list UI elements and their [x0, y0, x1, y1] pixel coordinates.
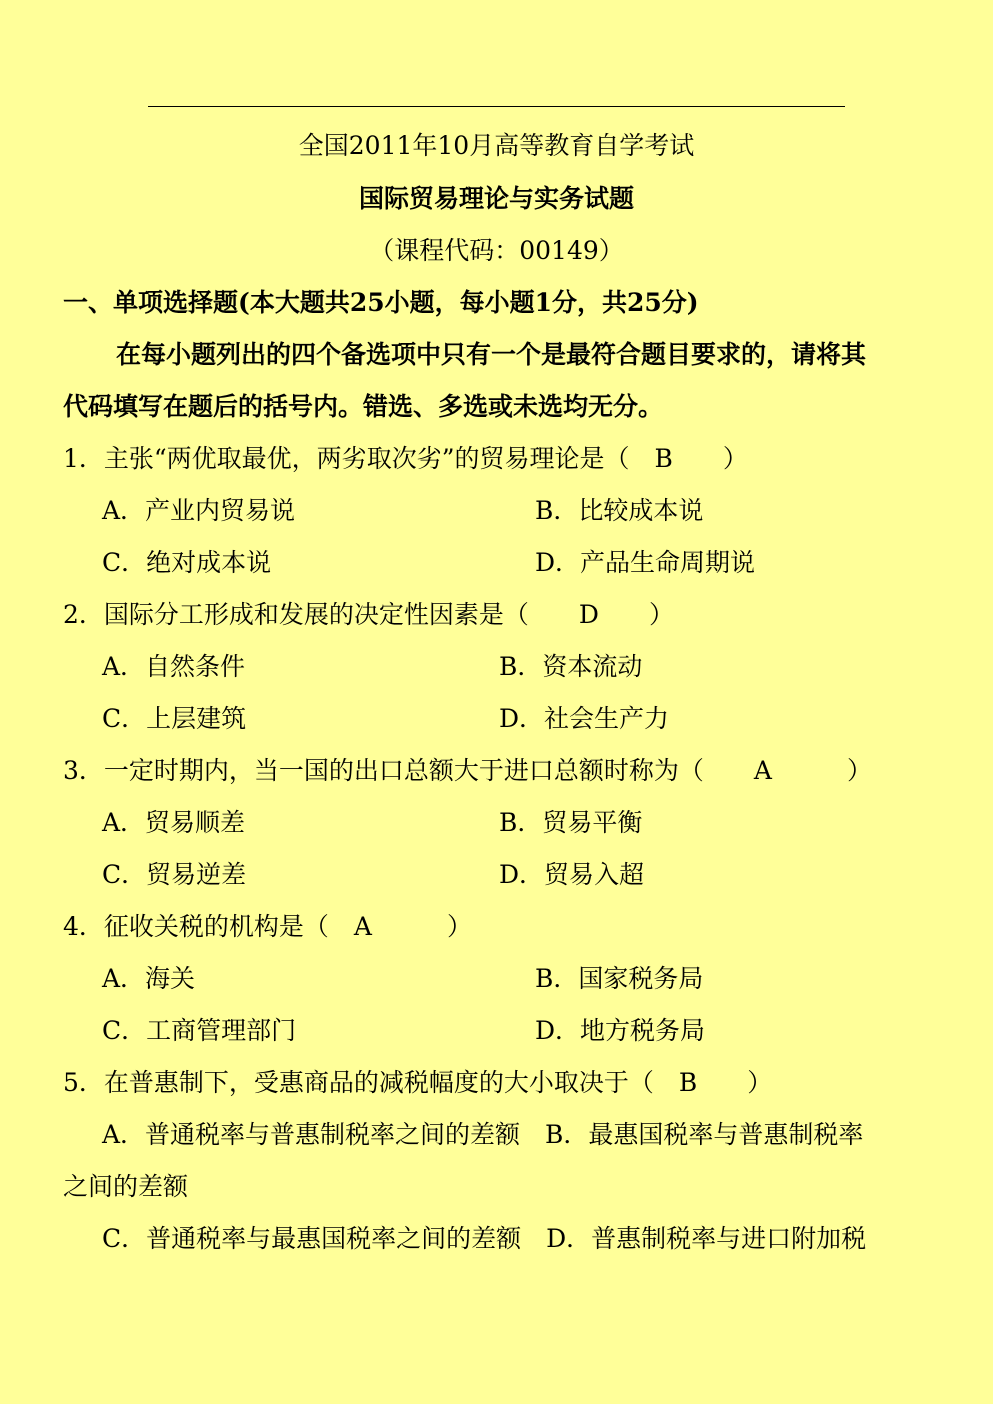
question-4-stem: 4．征收关税的机构是（ A ） — [63, 912, 472, 941]
question-3-stem: 3．一定时期内，当一国的出口总额大于进口总额时称为（ A ） — [63, 756, 872, 785]
section-instruction-line2: 代码填写在题后的括号内。错选、多选或未选均无分。 — [63, 392, 664, 421]
question-3-option-b: B．贸易平衡 — [499, 808, 643, 837]
course-code: （课程代码：00149） — [369, 236, 624, 265]
question-4-option-d: D．地方税务局 — [535, 1016, 706, 1045]
question-2-option-c: C．上层建筑 — [102, 704, 247, 733]
question-1-option-d: D．产品生命周期说 — [535, 548, 756, 577]
header-rule — [148, 106, 845, 107]
section-heading: 一、单项选择题(本大题共25小题，每小题1分，共25分) — [63, 288, 699, 317]
question-4-option-a: A．海关 — [102, 964, 196, 993]
question-1-option-b: B．比较成本说 — [535, 496, 704, 525]
question-5-stem: 5．在普惠制下，受惠商品的减税幅度的大小取决于（ B ） — [63, 1068, 773, 1097]
question-2-option-d: D．社会生产力 — [499, 704, 670, 733]
exam-title: 全国2011年10月高等教育自学考试 — [298, 131, 695, 160]
question-1-option-c: C．绝对成本说 — [102, 548, 272, 577]
question-2-stem: 2．国际分工形成和发展的决定性因素是（ D ） — [63, 600, 674, 629]
question-1-stem: 1．主张“两优取最优，两劣取次劣”的贸易理论是（ B ） — [63, 444, 748, 473]
question-2-option-b: B．资本流动 — [499, 652, 643, 681]
question-3-option-c: C．贸易逆差 — [102, 860, 247, 889]
question-3-option-d: D．贸易入超 — [499, 860, 645, 889]
question-4-option-b: B．国家税务局 — [535, 964, 704, 993]
question-4-option-c: C．工商管理部门 — [102, 1016, 297, 1045]
question-5-options-line2: 之间的差额 — [63, 1172, 189, 1201]
question-5-options-line1: A．普通税率与普惠制税率之间的差额 B．最惠国税率与普惠制税率 — [102, 1120, 864, 1149]
question-1-option-a: A．产业内贸易说 — [102, 496, 296, 525]
subject-title: 国际贸易理论与实务试题 — [358, 184, 634, 213]
question-2-option-a: A．自然条件 — [102, 652, 246, 681]
question-3-option-a: A．贸易顺差 — [102, 808, 246, 837]
question-5-options-line3: C．普通税率与最惠国税率之间的差额 D．普惠制税率与进口附加税 — [102, 1224, 867, 1253]
section-instruction-line1: 在每小题列出的四个备选项中只有一个是最符合题目要求的，请将其 — [116, 340, 867, 369]
